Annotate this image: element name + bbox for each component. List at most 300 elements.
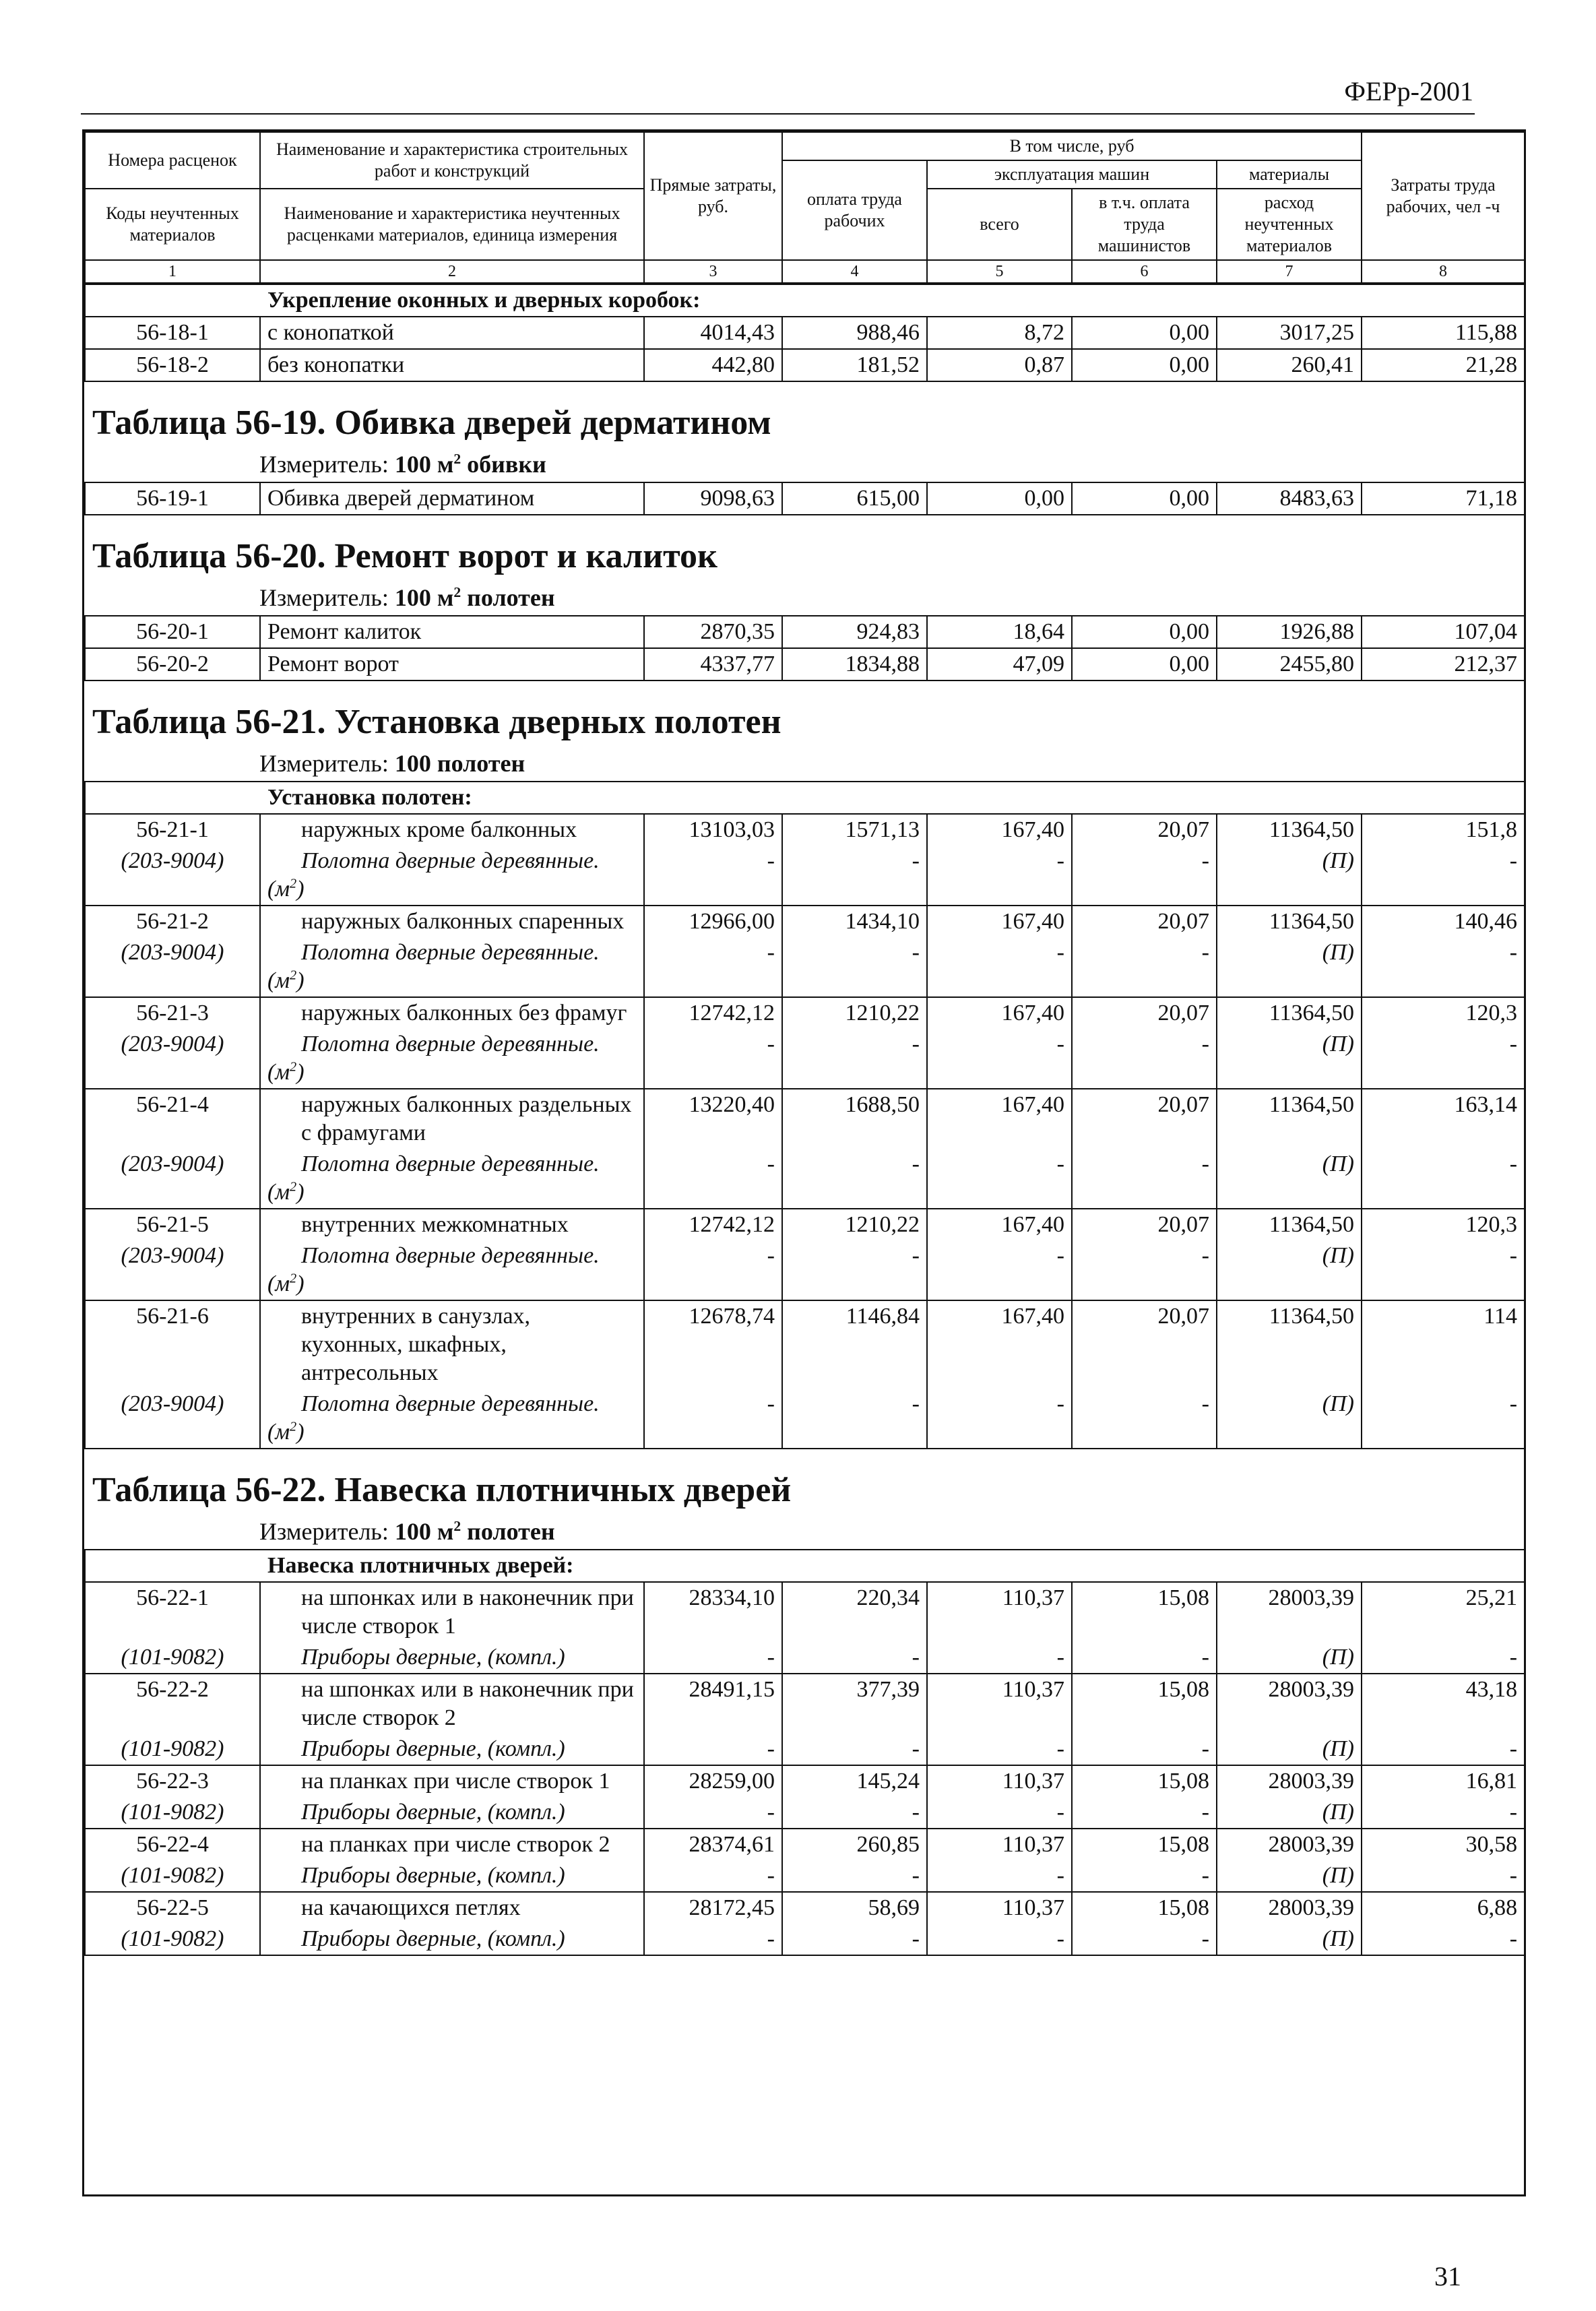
measure-line <box>84 447 1524 482</box>
material-name: Приборы дверные, (компл.) <box>301 1800 565 1825</box>
rate-code: 56-21-6 <box>85 1300 260 1389</box>
material-name-cell <box>260 1240 644 1300</box>
dash: - <box>644 1797 782 1829</box>
material-name: Приборы дверные, (компл.) <box>301 1645 565 1670</box>
table-row <box>85 1674 1525 1734</box>
material-code: (203-9004) <box>85 937 260 997</box>
hdr-num: 1 <box>85 260 260 283</box>
pay-cost: 615,00 <box>782 482 927 515</box>
dash: - <box>1072 1924 1217 1955</box>
machines-cost: 18,64 <box>927 616 1072 648</box>
materials-cost: 11364,50 <box>1217 1089 1362 1149</box>
hdr-materials: материалы <box>1217 160 1362 189</box>
measure-value: 100 м <box>394 584 454 611</box>
measure-unit: обивки <box>467 451 546 478</box>
dash: - <box>927 1029 1072 1089</box>
dash: - <box>927 1149 1072 1209</box>
dash: - <box>927 1924 1072 1955</box>
direct-cost: 9098,63 <box>644 482 782 515</box>
machines-pay: 0,00 <box>1072 482 1217 515</box>
rate-name: без конопатки <box>260 349 644 381</box>
table-row <box>85 1765 1525 1797</box>
machines-pay: 20,07 <box>1072 1300 1217 1389</box>
measure-label: Измеритель: <box>259 750 389 777</box>
rate-name-text: на шпонках или в наконечник при числе створок 2 <box>301 1677 634 1730</box>
dash: - <box>927 1642 1072 1674</box>
labor-cost: 163,14 <box>1362 1089 1525 1149</box>
hdr-material-codes: Коды неучтенных материалов <box>85 189 260 260</box>
table-title: Таблица 56-20. Ремонт ворот и калиток <box>92 537 717 575</box>
hdr-material-names: Наименование и характеристика неучтенных расценками материалов, единица измерения <box>260 189 644 260</box>
material-row <box>85 1389 1525 1449</box>
machines-pay: 20,07 <box>1072 1089 1217 1149</box>
direct-cost: 13220,40 <box>644 1089 782 1149</box>
measure-label: Измеритель: <box>259 1518 389 1545</box>
materials-cost: 8483,63 <box>1217 482 1362 515</box>
material-name: Полотна дверные деревянные. <box>301 848 600 873</box>
direct-cost: 12678,74 <box>644 1300 782 1389</box>
hdr-num: 7 <box>1217 260 1362 283</box>
material-name: Полотна дверные деревянные. <box>301 940 600 965</box>
materials-cost: 11364,50 <box>1217 997 1362 1029</box>
rate-name-text: наружных балконных раздельных с фрамугами <box>301 1092 632 1145</box>
material-type: (П) <box>1217 1860 1362 1892</box>
table-title: Таблица 56-22. Навеска плотничных дверей <box>92 1471 792 1509</box>
direct-cost: 28334,10 <box>644 1582 782 1642</box>
pay-cost: 1210,22 <box>782 1209 927 1240</box>
measure-label: Измеритель: <box>259 451 389 478</box>
hdr-materials-usage: расход неучтенных материалов <box>1217 189 1362 260</box>
dash: - <box>644 1149 782 1209</box>
rate-code: 56-22-3 <box>85 1765 260 1797</box>
measure-sup: 2 <box>453 1518 461 1534</box>
hdr-work-name: Наименование и характеристика строительных работ и конструкций <box>260 132 644 189</box>
rate-name <box>260 1765 644 1797</box>
table-row <box>85 349 1525 381</box>
material-name-cell <box>260 1029 644 1089</box>
rate-name <box>260 1300 644 1389</box>
rate-code: 56-20-2 <box>85 648 260 680</box>
pay-cost: 1571,13 <box>782 814 927 846</box>
material-unit: $(м^2)$ <box>267 968 305 993</box>
material-code: (203-9004) <box>85 846 260 906</box>
labor-cost: 151,8 <box>1362 814 1525 846</box>
labor-cost: 6,88 <box>1362 1892 1525 1924</box>
pay-cost: 260,85 <box>782 1829 927 1860</box>
machines-pay: 20,07 <box>1072 997 1217 1029</box>
machines-pay: 15,08 <box>1072 1674 1217 1734</box>
material-name: Полотна дверные деревянные. <box>301 1151 600 1176</box>
dash: - <box>782 1860 927 1892</box>
material-row <box>85 1924 1525 1955</box>
rate-code: 56-21-3 <box>85 997 260 1029</box>
pay-cost: 145,24 <box>782 1765 927 1797</box>
material-name-cell <box>260 1642 644 1674</box>
labor-cost: 43,18 <box>1362 1674 1525 1734</box>
dash: - <box>927 937 1072 997</box>
materials-cost: 28003,39 <box>1217 1674 1362 1734</box>
dash: - <box>927 1389 1072 1449</box>
material-row <box>85 1642 1525 1674</box>
material-name: Полотна дверные деревянные. <box>301 1391 600 1416</box>
dash: - <box>1362 1029 1525 1089</box>
material-code: (203-9004) <box>85 1240 260 1300</box>
labor-cost: 25,21 <box>1362 1582 1525 1642</box>
rate-name-text: внутренних в санузлах, кухонных, шкафных, антресольных <box>301 1304 531 1385</box>
dash: - <box>644 1924 782 1955</box>
rate-code: 56-18-2 <box>85 349 260 381</box>
pay-cost: 1688,50 <box>782 1089 927 1149</box>
machines-pay: 20,07 <box>1072 814 1217 846</box>
rate-name: с конопаткой <box>260 317 644 349</box>
direct-cost: 28259,00 <box>644 1765 782 1797</box>
materials-cost: 11364,50 <box>1217 906 1362 937</box>
dash: - <box>1072 1149 1217 1209</box>
table-row <box>85 616 1525 648</box>
material-type: (П) <box>1217 1924 1362 1955</box>
material-row <box>85 937 1525 997</box>
material-name-cell <box>260 1734 644 1765</box>
direct-cost: 12742,12 <box>644 1209 782 1240</box>
hdr-rate-number: Номера расценок <box>85 132 260 189</box>
machines-cost: 167,40 <box>927 1089 1072 1149</box>
table-56-18 <box>84 284 1525 382</box>
material-name: Приборы дверные, (компл.) <box>301 1863 565 1888</box>
rate-code: 56-21-2 <box>85 906 260 937</box>
material-code: (101-9082) <box>85 1797 260 1829</box>
direct-cost: 13103,03 <box>644 814 782 846</box>
dash: - <box>1072 1734 1217 1765</box>
measure-unit: полотен <box>467 584 555 611</box>
machines-pay: 0,00 <box>1072 616 1217 648</box>
rate-name <box>260 1582 644 1642</box>
material-unit: $(м^2)$ <box>267 1271 305 1296</box>
rate-name-text: внутренних межкомнатных <box>301 1212 569 1237</box>
material-unit: $(м^2)$ <box>267 1059 305 1085</box>
dash: - <box>644 1389 782 1449</box>
pay-cost: 58,69 <box>782 1892 927 1924</box>
rate-code: 56-22-2 <box>85 1674 260 1734</box>
material-name: Полотна дверные деревянные. <box>301 1243 600 1268</box>
dash: - <box>927 1240 1072 1300</box>
table-row <box>85 906 1525 937</box>
pay-cost: 988,46 <box>782 317 927 349</box>
labor-cost: 120,3 <box>1362 1209 1525 1240</box>
materials-cost: 11364,50 <box>1217 814 1362 846</box>
table-row <box>85 482 1525 515</box>
section-title: Установка полотен: <box>85 782 1525 814</box>
material-row <box>85 1734 1525 1765</box>
pay-cost: 181,52 <box>782 349 927 381</box>
material-code: (101-9082) <box>85 1642 260 1674</box>
machines-cost: 8,72 <box>927 317 1072 349</box>
pay-cost: 924,83 <box>782 616 927 648</box>
machines-cost: 110,37 <box>927 1892 1072 1924</box>
dash: - <box>782 937 927 997</box>
dash: - <box>1362 1797 1525 1829</box>
hdr-num: 6 <box>1072 260 1217 283</box>
dash: - <box>782 1924 927 1955</box>
table-row <box>85 1209 1525 1240</box>
measure-value: 100 полотен <box>394 750 525 777</box>
pay-cost: 1834,88 <box>782 648 927 680</box>
material-name: Полотна дверные деревянные. <box>301 1032 600 1056</box>
dash: - <box>644 1860 782 1892</box>
material-type: (П) <box>1217 1029 1362 1089</box>
labor-cost: 140,46 <box>1362 906 1525 937</box>
dash: - <box>782 1149 927 1209</box>
table-row <box>85 1089 1525 1149</box>
table-row <box>85 1829 1525 1860</box>
material-name-cell <box>260 1797 644 1829</box>
dash: - <box>782 1734 927 1765</box>
material-type: (П) <box>1217 1149 1362 1209</box>
dash: - <box>644 937 782 997</box>
measure-value: 100 м <box>394 451 454 478</box>
machines-pay: 20,07 <box>1072 1209 1217 1240</box>
material-unit: $(м^2)$ <box>267 876 305 901</box>
hdr-pay: оплата труда рабочих <box>782 160 927 260</box>
rate-name <box>260 1892 644 1924</box>
pay-cost: 377,39 <box>782 1674 927 1734</box>
machines-pay: 15,08 <box>1072 1765 1217 1797</box>
machines-cost: 167,40 <box>927 997 1072 1029</box>
dash: - <box>1362 1860 1525 1892</box>
materials-cost: 3017,25 <box>1217 317 1362 349</box>
table-56-20 <box>84 615 1525 681</box>
direct-cost: 12966,00 <box>644 906 782 937</box>
dash: - <box>644 1642 782 1674</box>
dash: - <box>1072 1240 1217 1300</box>
dash: - <box>782 1797 927 1829</box>
rate-code: 56-18-1 <box>85 317 260 349</box>
material-unit: $(м^2)$ <box>267 1179 305 1205</box>
material-row <box>85 1149 1525 1209</box>
table-56-22 <box>84 1549 1525 1956</box>
materials-cost: 28003,39 <box>1217 1892 1362 1924</box>
material-row <box>85 846 1525 906</box>
hdr-machines: эксплуатация машин <box>927 160 1217 189</box>
rate-name <box>260 814 644 846</box>
dash: - <box>644 846 782 906</box>
dash: - <box>1072 937 1217 997</box>
direct-cost: 28374,61 <box>644 1829 782 1860</box>
dash: - <box>1072 1389 1217 1449</box>
table-56-21 <box>84 781 1525 1449</box>
dash: - <box>644 1029 782 1089</box>
material-unit: $(м^2)$ <box>267 1419 305 1445</box>
material-name: Приборы дверные, (компл.) <box>301 1926 565 1951</box>
labor-cost: 71,18 <box>1362 482 1525 515</box>
rate-name <box>260 997 644 1029</box>
measure-sup: 2 <box>453 584 461 600</box>
dash: - <box>927 846 1072 906</box>
materials-cost: 28003,39 <box>1217 1765 1362 1797</box>
measure-sup: 2 <box>453 451 461 467</box>
material-type: (П) <box>1217 1797 1362 1829</box>
rate-name: Ремонт калиток <box>260 616 644 648</box>
rate-name-text: наружных балконных спаренных <box>301 909 625 934</box>
rate-name-text: на качающихся петлях <box>301 1895 521 1920</box>
column-header <box>84 131 1525 284</box>
labor-cost: 107,04 <box>1362 616 1525 648</box>
dash: - <box>782 1642 927 1674</box>
table-row <box>85 648 1525 680</box>
material-name-cell <box>260 1149 644 1209</box>
rate-code: 56-19-1 <box>85 482 260 515</box>
material-code: (203-9004) <box>85 1149 260 1209</box>
materials-cost: 28003,39 <box>1217 1582 1362 1642</box>
dash: - <box>782 1389 927 1449</box>
dash: - <box>644 1240 782 1300</box>
rate-code: 56-21-5 <box>85 1209 260 1240</box>
dash: - <box>782 846 927 906</box>
dash: - <box>1362 1924 1525 1955</box>
labor-cost: 16,81 <box>1362 1765 1525 1797</box>
machines-pay: 15,08 <box>1072 1892 1217 1924</box>
machines-cost: 110,37 <box>927 1674 1072 1734</box>
table-row <box>85 1582 1525 1642</box>
pay-cost: 1210,22 <box>782 997 927 1029</box>
material-type: (П) <box>1217 1734 1362 1765</box>
machines-cost: 167,40 <box>927 906 1072 937</box>
materials-cost: 28003,39 <box>1217 1829 1362 1860</box>
machines-cost: 110,37 <box>927 1829 1072 1860</box>
dash: - <box>1362 1149 1525 1209</box>
dash: - <box>927 1860 1072 1892</box>
machines-pay: 0,00 <box>1072 317 1217 349</box>
machines-cost: 110,37 <box>927 1582 1072 1642</box>
table-56-19 <box>84 482 1525 515</box>
material-code: (203-9004) <box>85 1389 260 1449</box>
table-row <box>85 814 1525 846</box>
labor-cost: 21,28 <box>1362 349 1525 381</box>
material-type: (П) <box>1217 846 1362 906</box>
dash: - <box>1362 1734 1525 1765</box>
rate-code: 56-21-4 <box>85 1089 260 1149</box>
rate-code: 56-22-1 <box>85 1582 260 1642</box>
material-row <box>85 1860 1525 1892</box>
dash: - <box>1362 937 1525 997</box>
table-row <box>85 997 1525 1029</box>
material-code: (101-9082) <box>85 1734 260 1765</box>
hdr-machines-pay: в т.ч. оплата труда машинистов <box>1072 189 1217 260</box>
material-row <box>85 1797 1525 1829</box>
rate-name-text: на планках при числе створок 1 <box>301 1769 610 1794</box>
material-name-cell <box>260 937 644 997</box>
material-row <box>85 1240 1525 1300</box>
material-type: (П) <box>1217 1389 1362 1449</box>
materials-cost: 2455,80 <box>1217 648 1362 680</box>
material-name-cell <box>260 846 644 906</box>
dash: - <box>1362 1642 1525 1674</box>
dash: - <box>1072 1797 1217 1829</box>
pay-cost: 1146,84 <box>782 1300 927 1389</box>
rate-name <box>260 1209 644 1240</box>
machines-cost: 167,40 <box>927 814 1072 846</box>
dash: - <box>782 1240 927 1300</box>
materials-cost: 11364,50 <box>1217 1300 1362 1389</box>
materials-cost: 11364,50 <box>1217 1209 1362 1240</box>
rate-code: 56-20-1 <box>85 616 260 648</box>
machines-pay: 20,07 <box>1072 906 1217 937</box>
material-name-cell <box>260 1389 644 1449</box>
measure-label: Измеритель: <box>259 584 389 611</box>
dash: - <box>1072 1642 1217 1674</box>
direct-cost: 4014,43 <box>644 317 782 349</box>
rate-code: 56-22-5 <box>85 1892 260 1924</box>
table-row <box>85 1300 1525 1389</box>
rate-name: Ремонт ворот <box>260 648 644 680</box>
rate-code: 56-21-1 <box>85 814 260 846</box>
materials-cost: 260,41 <box>1217 349 1362 381</box>
dash: - <box>1072 846 1217 906</box>
rate-name-text: на планках при числе створок 2 <box>301 1832 610 1857</box>
machines-pay: 0,00 <box>1072 349 1217 381</box>
labor-cost: 114 <box>1362 1300 1525 1389</box>
material-type: (П) <box>1217 1642 1362 1674</box>
machines-cost: 0,87 <box>927 349 1072 381</box>
rate-code: 56-22-4 <box>85 1829 260 1860</box>
measure-line <box>84 580 1524 615</box>
rate-name-text: наружных балконных без фрамуг <box>301 1001 627 1025</box>
pay-cost: 220,34 <box>782 1582 927 1642</box>
machines-cost: 167,40 <box>927 1300 1072 1389</box>
header-rule <box>81 113 1475 115</box>
dash: - <box>1072 1029 1217 1089</box>
hdr-direct-cost: Прямые затраты, руб. <box>644 132 782 260</box>
table-title: Таблица 56-21. Установка дверных полотен <box>92 703 781 741</box>
hdr-num: 3 <box>644 260 782 283</box>
document-code: ФЕРр-2001 <box>1344 76 1473 106</box>
hdr-num: 2 <box>260 260 644 283</box>
measure-line <box>84 1514 1524 1549</box>
table-row <box>85 1892 1525 1924</box>
material-name-cell <box>260 1924 644 1955</box>
hdr-num: 4 <box>782 260 927 283</box>
machines-cost: 167,40 <box>927 1209 1072 1240</box>
dash: - <box>782 1029 927 1089</box>
hdr-num: 5 <box>927 260 1072 283</box>
labor-cost: 115,88 <box>1362 317 1525 349</box>
direct-cost: 442,80 <box>644 349 782 381</box>
material-code: (203-9004) <box>85 1029 260 1089</box>
dash: - <box>927 1734 1072 1765</box>
hdr-machines-total: всего <box>927 189 1072 260</box>
machines-cost: 110,37 <box>927 1765 1072 1797</box>
materials-cost: 1926,88 <box>1217 616 1362 648</box>
machines-pay: 15,08 <box>1072 1582 1217 1642</box>
material-code: (101-9082) <box>85 1924 260 1955</box>
labor-cost: 120,3 <box>1362 997 1525 1029</box>
material-name: Приборы дверные, (компл.) <box>301 1736 565 1761</box>
machines-cost: 0,00 <box>927 482 1072 515</box>
machines-cost: 47,09 <box>927 648 1072 680</box>
direct-cost: 28172,45 <box>644 1892 782 1924</box>
dash: - <box>1072 1860 1217 1892</box>
material-row <box>85 1029 1525 1089</box>
measure-unit: полотен <box>467 1518 555 1545</box>
labor-cost: 212,37 <box>1362 648 1525 680</box>
page-number: 31 <box>1434 2261 1461 2291</box>
measure-line <box>84 746 1524 781</box>
material-type: (П) <box>1217 937 1362 997</box>
table-row <box>85 317 1525 349</box>
dash: - <box>1362 1240 1525 1300</box>
rate-name <box>260 1829 644 1860</box>
dash: - <box>644 1734 782 1765</box>
material-code: (101-9082) <box>85 1860 260 1892</box>
